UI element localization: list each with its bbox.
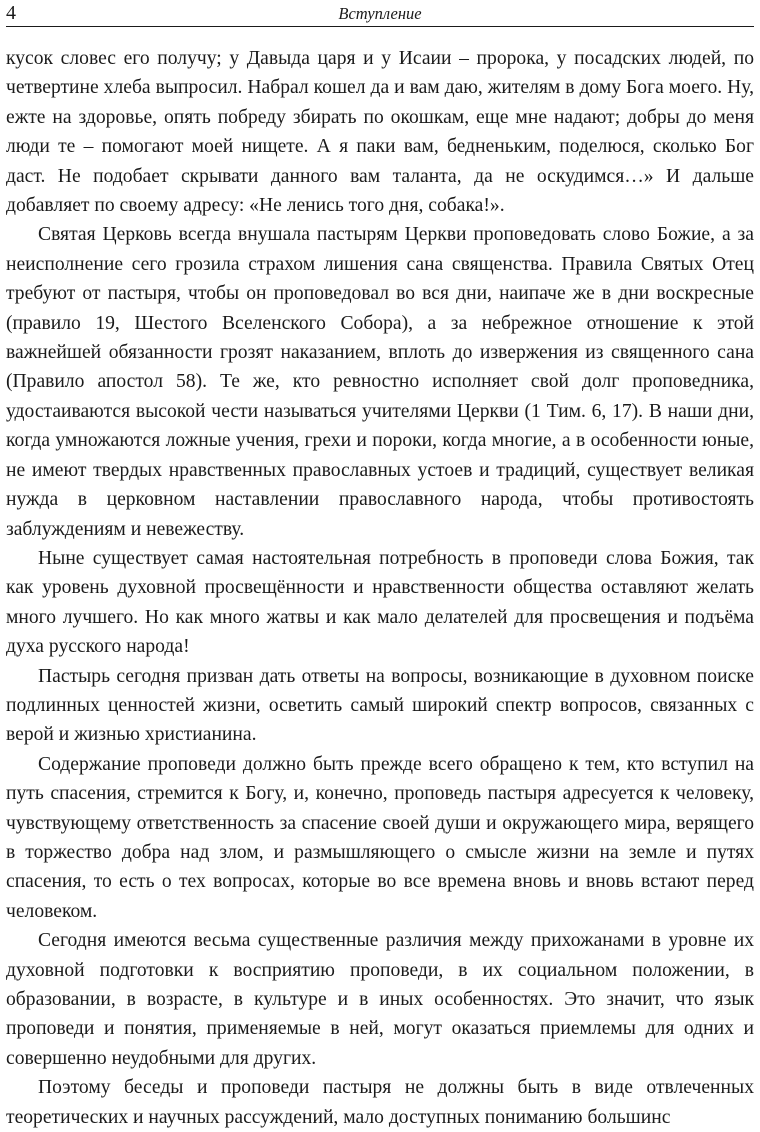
running-header [6,0,754,27]
body-text [6,44,754,1132]
paragraph: Сегодня имеются весьма существенные различия между прихожанами в уровне их духовной подготовки к восприятию проповеди, в их социальном положении, в образовании, в возрасте, в культуре и в иных особенностях. Это значит, что язык проповеди и понятия, применяемые в ней, могут оказаться приемлемы для одних и совершенно неудобными для других. [6,930,754,1069]
paragraph: Поэтому беседы и проповеди пастыря не должны быть в виде отвлеченных теоретических и научных рассуждений, мало доступных пониманию большинс [6,1077,754,1128]
paragraph: Содержание проповеди должно быть прежде всего обращено к тем, кто вступил на путь спасения, стремится к Богу, и, конечно, проповедь пастыря адресуется к человеку, чувствующему ответственность за спасение своей души и окружающего мира, верящего в торжество добра над злом, и размышляющего о смысле жизни на земле и путях спасения, то есть о тех вопросах, которые во все времена вновь и вновь встают перед человеком. [6,753,754,922]
paragraph: Пастырь сегодня призван дать ответы на вопросы, возникающие в духовном поиске подлинных ценностей жизни, осветить самый широкий спектр вопросов, связанных с верой и жизнью христианина. [6,665,754,746]
page-number: 4 [6,2,16,24]
paragraph-continued: кусок словес его получу; у Давыда царя и у Исаии – пророка, у посадских людей, по четвертине хлеба выпросил. Набрал кошел да и вам даю, жителям в дому Бога моего. Ну, ежте на здоровье, опять побреду збирать по окошкам, еще мне надают; добры до меня люди те – помогают моей нищете. А я паки вам, бедненьким, поделюся, сколько Бог даст. Не подобает скрывати данного вам таланта, да не оскудимся…» И дальше добавляет по своему адресу: «Не ленись того дня, собака!». [6,48,754,217]
paragraph: Ныне существует самая настоятельная потребность в проповеди слова Божия, так как уровень духовной просвещённости и нравственности общества оставляют желать много лучшего. Но как много жатвы и как мало делателей для просвещения и подъёма духа русского народа! [6,547,754,658]
paragraph: Святая Церковь всегда внушала пастырям Церкви проповедовать слово Божие, а за неисполнение сего грозила страхом лишения сана священства. Правила Святых Отец требуют от пастыря, чтобы он проповедовал во вся дни, наипаче же в дни воскресные (правило 19, Шестого Вселенского Собора), а за небрежное отношение к этой важнейшей обязанности грозят наказанием, вплоть до извержения из священного сана (Правило апостол 58). Те же, кто ревностно исполняет свой долг проповедника, удостаиваются высокой чести называться учителями Церкви (1 Тим. 6, 17). В наши дни, когда умножаются ложные учения, грехи и пороки, когда многие, а в особенности юные, не имеют твердых нравственных православных устоев и традиций, существует великая нужда в церковном наставлении православного народа, чтобы противостоять заблуждениям и невежеству. [6,224,754,540]
book-page [6,0,754,1128]
section-title: Вступление [338,4,422,23]
